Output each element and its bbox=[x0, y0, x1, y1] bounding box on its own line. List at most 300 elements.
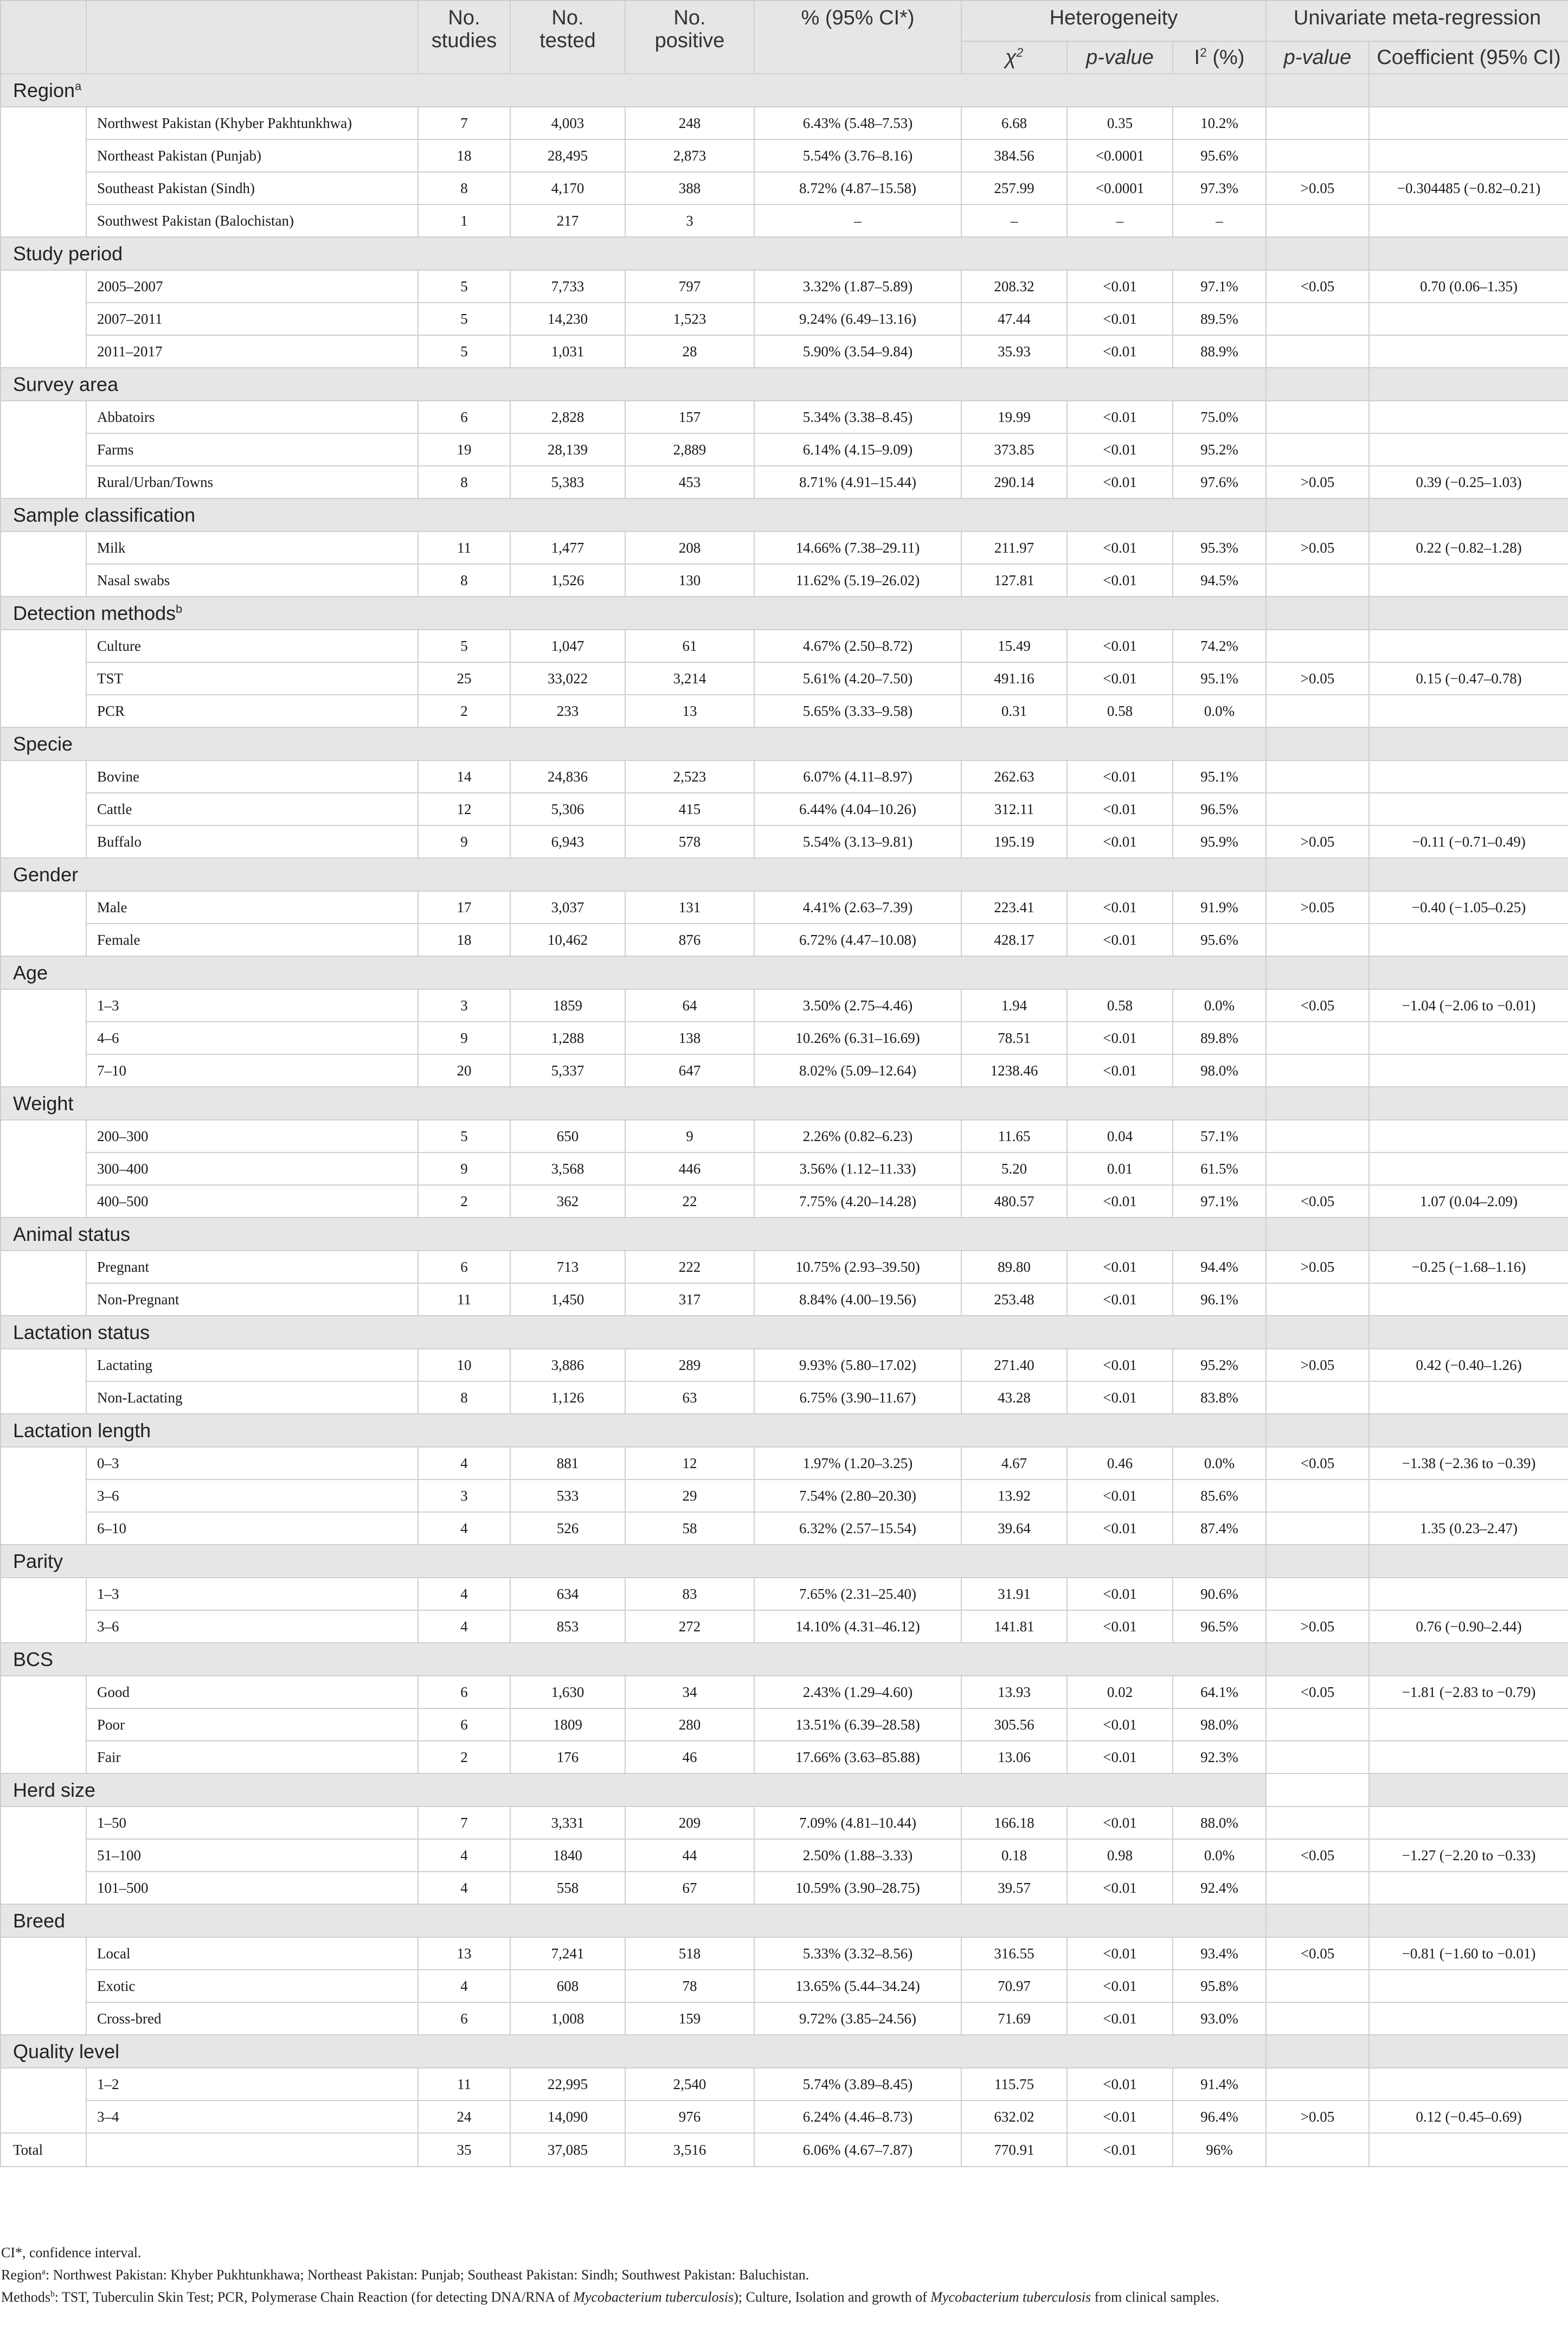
cell-no-tested: 853 bbox=[510, 1610, 625, 1643]
cell-mr-p-value: <0.05 bbox=[1266, 1185, 1369, 1218]
cell-i2: 88.9% bbox=[1173, 335, 1266, 368]
section-header-fill bbox=[1266, 1545, 1369, 1578]
row-label: Northeast Pakistan (Punjab) bbox=[86, 139, 418, 172]
section-title-text: Age bbox=[13, 961, 48, 984]
cell-het-p-value: <0.01 bbox=[1067, 1251, 1173, 1283]
section-header-fill bbox=[1266, 956, 1369, 989]
cell-no-tested: 28,139 bbox=[510, 433, 625, 466]
cell-no-studies: 4 bbox=[418, 1970, 510, 2002]
cell-pct-ci: 9.72% (3.85–24.56) bbox=[754, 2002, 961, 2035]
cell-chi2: 211.97 bbox=[961, 531, 1067, 564]
cell-coefficient: −1.04 (−2.06 to −0.01) bbox=[1369, 989, 1568, 1022]
section-header-fill bbox=[1266, 1414, 1369, 1447]
row-label: 51–100 bbox=[86, 1839, 418, 1872]
cell-chi2: 13.06 bbox=[961, 1741, 1067, 1773]
cell-mr-p-value bbox=[1266, 1708, 1369, 1741]
cell-chi2: 384.56 bbox=[961, 139, 1067, 172]
cell-no-studies: 9 bbox=[418, 1022, 510, 1054]
cell-no-positive: 157 bbox=[625, 401, 754, 433]
cell-het-p-value: <0.01 bbox=[1067, 1185, 1173, 1218]
table-row bbox=[1, 335, 1568, 368]
section-indent-cell bbox=[1, 531, 86, 597]
cell-het-p-value: <0.01 bbox=[1067, 793, 1173, 825]
cell-coefficient bbox=[1369, 1970, 1568, 2002]
cell-no-studies: 1 bbox=[418, 204, 510, 237]
cell-het-p-value: <0.01 bbox=[1067, 891, 1173, 924]
cell-pct-ci: 6.07% (4.11–8.97) bbox=[754, 760, 961, 793]
cell-mr-p-value bbox=[1266, 695, 1369, 727]
cell-no-studies: 18 bbox=[418, 924, 510, 956]
cell-pct-ci: 13.65% (5.44–34.24) bbox=[754, 1970, 961, 2002]
section-header-row bbox=[1, 1643, 1568, 1676]
cell-no-studies: 20 bbox=[418, 1054, 510, 1087]
section-indent-cell bbox=[1, 1937, 86, 2035]
footnote-ci: CI*, confidence interval. bbox=[1, 2245, 142, 2260]
cell-no-positive: 64 bbox=[625, 989, 754, 1022]
cell-het-p-value: <0.01 bbox=[1067, 270, 1173, 303]
table-row bbox=[1, 270, 1568, 303]
header-het-p-value: p-value bbox=[1067, 41, 1173, 74]
row-label: 300–400 bbox=[86, 1152, 418, 1185]
cell-mr-p-value bbox=[1266, 1152, 1369, 1185]
section-header-fill bbox=[1369, 498, 1568, 531]
table-row bbox=[1, 924, 1568, 956]
cell-het-p-value: <0.01 bbox=[1067, 335, 1173, 368]
cell-mr-p-value bbox=[1266, 1741, 1369, 1773]
section-title bbox=[1, 74, 1266, 107]
section-header-fill bbox=[1369, 956, 1568, 989]
cell-het-p-value: <0.01 bbox=[1067, 564, 1173, 597]
cell-i2: 61.5% bbox=[1173, 1152, 1266, 1185]
cell-pct-ci: 6.32% (2.57–15.54) bbox=[754, 1512, 961, 1545]
section-header-fill bbox=[1369, 1643, 1568, 1676]
section-header-fill bbox=[1369, 1414, 1568, 1447]
section-header-fill bbox=[1369, 1545, 1568, 1578]
section-indent-cell bbox=[1, 891, 86, 956]
cell-mr-p-value: >0.05 bbox=[1266, 2100, 1369, 2133]
header-blank-1 bbox=[1, 1, 86, 74]
table-row bbox=[1, 1807, 1568, 1839]
cell-het-p-value: <0.01 bbox=[1067, 1872, 1173, 1904]
cell-het-p-value: 0.46 bbox=[1067, 1447, 1173, 1479]
cell-i2: 0.0% bbox=[1173, 1839, 1266, 1872]
cell-no-studies: 5 bbox=[418, 335, 510, 368]
cell-het-p-value: 0.02 bbox=[1067, 1676, 1173, 1708]
table-row bbox=[1, 1185, 1568, 1218]
section-indent-cell bbox=[1, 630, 86, 727]
row-label: Non-Pregnant bbox=[86, 1283, 418, 1316]
cell-no-studies: 3 bbox=[418, 989, 510, 1022]
cell-pct-ci: 7.65% (2.31–25.40) bbox=[754, 1578, 961, 1610]
cell-no-studies: 8 bbox=[418, 1381, 510, 1414]
cell-pct-ci: 8.71% (4.91–15.44) bbox=[754, 466, 961, 498]
cell-coefficient: −0.40 (−1.05–0.25) bbox=[1369, 891, 1568, 924]
section-title bbox=[1, 1316, 1266, 1349]
section-header-fill bbox=[1266, 597, 1369, 630]
cell-pct-ci: 10.59% (3.90–28.75) bbox=[754, 1872, 961, 1904]
table-row bbox=[1, 2068, 1568, 2100]
cell-i2: 95.1% bbox=[1173, 662, 1266, 695]
cell-i2: 95.6% bbox=[1173, 924, 1266, 956]
section-title-text: Animal status bbox=[13, 1222, 131, 1245]
cell-coefficient bbox=[1369, 760, 1568, 793]
cell-no-positive: 159 bbox=[625, 2002, 754, 2035]
section-header-fill bbox=[1266, 727, 1369, 760]
cell-pct-ci: 10.75% (2.93–39.50) bbox=[754, 1251, 961, 1283]
cell-coefficient: −1.38 (−2.36 to −0.39) bbox=[1369, 1447, 1568, 1479]
section-title-text: Lactation length bbox=[13, 1419, 151, 1442]
cell-chi2: 166.18 bbox=[961, 1807, 1067, 1839]
table-row bbox=[1, 1512, 1568, 1545]
cell-no-tested: 22,995 bbox=[510, 2068, 625, 2100]
cell-i2: 94.4% bbox=[1173, 1251, 1266, 1283]
cell-chi2: 305.56 bbox=[961, 1708, 1067, 1741]
table-row bbox=[1, 1022, 1568, 1054]
cell-pct-ci: 6.75% (3.90–11.67) bbox=[754, 1381, 961, 1414]
table-row bbox=[1, 1381, 1568, 1414]
cell-pct-ci: 13.51% (6.39–28.58) bbox=[754, 1708, 961, 1741]
section-title bbox=[1, 498, 1266, 531]
cell-chi2: 253.48 bbox=[961, 1283, 1067, 1316]
cell-mr-p-value: <0.05 bbox=[1266, 1839, 1369, 1872]
cell-no-tested: 1,526 bbox=[510, 564, 625, 597]
cell-het-p-value: – bbox=[1067, 204, 1173, 237]
cell-no-positive: 647 bbox=[625, 1054, 754, 1087]
cell-coefficient bbox=[1369, 564, 1568, 597]
cell-no-positive: 446 bbox=[625, 1152, 754, 1185]
cell-mr-p-value bbox=[1266, 303, 1369, 335]
table-row bbox=[1, 107, 1568, 139]
cell-chi2: 35.93 bbox=[961, 335, 1067, 368]
table-row bbox=[1, 1937, 1568, 1970]
cell-i2: 75.0% bbox=[1173, 401, 1266, 433]
table-row bbox=[1, 1872, 1568, 1904]
cell-coefficient bbox=[1369, 2002, 1568, 2035]
cell-i2: 92.3% bbox=[1173, 1741, 1266, 1773]
section-title bbox=[1, 1087, 1266, 1120]
cell-coefficient: −1.81 (−2.83 to −0.79) bbox=[1369, 1676, 1568, 1708]
cell-no-tested: 650 bbox=[510, 1120, 625, 1152]
cell-i2: 91.9% bbox=[1173, 891, 1266, 924]
cell-no-tested: 14,090 bbox=[510, 2100, 625, 2133]
cell-chi2: 262.63 bbox=[961, 760, 1067, 793]
cell-het-p-value: <0.01 bbox=[1067, 433, 1173, 466]
cell-coefficient: 0.76 (−0.90–2.44) bbox=[1369, 1610, 1568, 1643]
section-title-text: Detection methods bbox=[13, 601, 176, 624]
cell-pct-ci: 5.34% (3.38–8.45) bbox=[754, 401, 961, 433]
cell-no-positive: 248 bbox=[625, 107, 754, 139]
cell-no-positive: 222 bbox=[625, 1251, 754, 1283]
cell-no-positive: 34 bbox=[625, 1676, 754, 1708]
section-title bbox=[1, 1904, 1266, 1937]
cell-coefficient bbox=[1369, 204, 1568, 237]
cell-pct-ci: 10.26% (6.31–16.69) bbox=[754, 1022, 961, 1054]
cell-coefficient: 0.15 (−0.47–0.78) bbox=[1369, 662, 1568, 695]
cell-coefficient: 0.39 (−0.25–1.03) bbox=[1369, 466, 1568, 498]
cell-mr-p-value bbox=[1266, 204, 1369, 237]
row-label: Farms bbox=[86, 433, 418, 466]
cell-pct-ci: 3.50% (2.75–4.46) bbox=[754, 989, 961, 1022]
cell-no-studies: 9 bbox=[418, 1152, 510, 1185]
cell-het-p-value: <0.01 bbox=[1067, 2068, 1173, 2100]
section-header-row bbox=[1, 1545, 1568, 1578]
cell-no-studies: 4 bbox=[418, 1512, 510, 1545]
cell-i2: 64.1% bbox=[1173, 1676, 1266, 1708]
cell-no-tested: 362 bbox=[510, 1185, 625, 1218]
cell-no-tested: 24,836 bbox=[510, 760, 625, 793]
header-no-studies: No. studies bbox=[418, 1, 510, 74]
cell-het-p-value: <0.01 bbox=[1067, 1283, 1173, 1316]
cell-i2: 92.4% bbox=[1173, 1872, 1266, 1904]
section-header-fill bbox=[1266, 1643, 1369, 1676]
cell-mr-p-value: >0.05 bbox=[1266, 1610, 1369, 1643]
cell-no-positive: 578 bbox=[625, 825, 754, 858]
cell-chi2: 127.81 bbox=[961, 564, 1067, 597]
cell-chi2: 15.49 bbox=[961, 630, 1067, 662]
section-header-row bbox=[1, 1414, 1568, 1447]
row-label: 1–3 bbox=[86, 1578, 418, 1610]
cell-pct-ci: 6.06% (4.67–7.87) bbox=[754, 2133, 961, 2167]
cell-chi2: 257.99 bbox=[961, 172, 1067, 204]
cell-coefficient bbox=[1369, 1578, 1568, 1610]
cell-no-studies: 6 bbox=[418, 2002, 510, 2035]
cell-pct-ci: 5.54% (3.76–8.16) bbox=[754, 139, 961, 172]
row-label: Local bbox=[86, 1937, 418, 1970]
cell-mr-p-value bbox=[1266, 1381, 1369, 1414]
row-label: Cattle bbox=[86, 793, 418, 825]
cell-het-p-value: <0.01 bbox=[1067, 1349, 1173, 1381]
cell-pct-ci: 3.56% (1.12–11.33) bbox=[754, 1152, 961, 1185]
row-label: 101–500 bbox=[86, 1872, 418, 1904]
cell-chi2: 141.81 bbox=[961, 1610, 1067, 1643]
cell-chi2: 47.44 bbox=[961, 303, 1067, 335]
cell-pct-ci: 6.24% (4.46–8.73) bbox=[754, 2100, 961, 2133]
cell-chi2: 43.28 bbox=[961, 1381, 1067, 1414]
cell-chi2: 11.65 bbox=[961, 1120, 1067, 1152]
section-title-text: Quality level bbox=[13, 2040, 120, 2063]
cell-i2: 89.8% bbox=[1173, 1022, 1266, 1054]
table-header bbox=[1, 1, 1568, 74]
cell-pct-ci: 5.74% (3.89–8.45) bbox=[754, 2068, 961, 2100]
cell-no-tested: 7,733 bbox=[510, 270, 625, 303]
cell-het-p-value: <0.01 bbox=[1067, 630, 1173, 662]
cell-pct-ci: 5.90% (3.54–9.84) bbox=[754, 335, 961, 368]
cell-no-positive: 61 bbox=[625, 630, 754, 662]
row-label: 4–6 bbox=[86, 1022, 418, 1054]
cell-chi2: 373.85 bbox=[961, 433, 1067, 466]
cell-chi2: 428.17 bbox=[961, 924, 1067, 956]
cell-chi2: – bbox=[961, 204, 1067, 237]
section-header-fill bbox=[1369, 2035, 1568, 2068]
cell-no-positive: 130 bbox=[625, 564, 754, 597]
cell-het-p-value: <0.01 bbox=[1067, 2133, 1173, 2167]
table-row bbox=[1, 1054, 1568, 1087]
row-label: Fair bbox=[86, 1741, 418, 1773]
cell-no-positive: 208 bbox=[625, 531, 754, 564]
cell-no-positive: 388 bbox=[625, 172, 754, 204]
section-title bbox=[1, 1545, 1266, 1578]
header-no-tested: No. tested bbox=[510, 1, 625, 74]
cell-no-tested: 1,288 bbox=[510, 1022, 625, 1054]
cell-mr-p-value bbox=[1266, 1022, 1369, 1054]
cell-no-positive: 29 bbox=[625, 1479, 754, 1512]
cell-coefficient bbox=[1369, 695, 1568, 727]
cell-het-p-value: <0.01 bbox=[1067, 1054, 1173, 1087]
cell-coefficient bbox=[1369, 1708, 1568, 1741]
cell-i2: 96.5% bbox=[1173, 1610, 1266, 1643]
section-indent-cell bbox=[1, 760, 86, 858]
table-row bbox=[1, 695, 1568, 727]
cell-no-studies: 4 bbox=[418, 1872, 510, 1904]
cell-het-p-value: 0.04 bbox=[1067, 1120, 1173, 1152]
section-header-fill bbox=[1266, 498, 1369, 531]
cell-i2: 93.0% bbox=[1173, 2002, 1266, 2035]
table-row bbox=[1, 204, 1568, 237]
cell-no-tested: 1859 bbox=[510, 989, 625, 1022]
cell-mr-p-value bbox=[1266, 433, 1369, 466]
cell-i2: 96.1% bbox=[1173, 1283, 1266, 1316]
cell-pct-ci: 2.43% (1.29–4.60) bbox=[754, 1676, 961, 1708]
cell-chi2: 39.57 bbox=[961, 1872, 1067, 1904]
cell-coefficient bbox=[1369, 1022, 1568, 1054]
header-meta-regression: Univariate meta-regression bbox=[1266, 1, 1568, 41]
cell-no-positive: 44 bbox=[625, 1839, 754, 1872]
section-header-row bbox=[1, 727, 1568, 760]
cell-het-p-value: 0.58 bbox=[1067, 989, 1173, 1022]
row-label: 2005–2007 bbox=[86, 270, 418, 303]
cell-no-tested: 28,495 bbox=[510, 139, 625, 172]
section-header-row bbox=[1, 1904, 1568, 1937]
cell-mr-p-value: <0.05 bbox=[1266, 1447, 1369, 1479]
cell-coefficient bbox=[1369, 924, 1568, 956]
row-label: Milk bbox=[86, 531, 418, 564]
cell-no-tested: 4,170 bbox=[510, 172, 625, 204]
cell-coefficient: −0.81 (−1.60 to −0.01) bbox=[1369, 1937, 1568, 1970]
cell-no-positive: 83 bbox=[625, 1578, 754, 1610]
cell-het-p-value: <0.01 bbox=[1067, 1479, 1173, 1512]
cell-no-tested: 1,008 bbox=[510, 2002, 625, 2035]
cell-no-positive: 67 bbox=[625, 1872, 754, 1904]
section-title-text: Parity bbox=[13, 1549, 63, 1572]
row-label: 3–6 bbox=[86, 1479, 418, 1512]
cell-mr-p-value bbox=[1266, 139, 1369, 172]
cell-chi2: 115.75 bbox=[961, 2068, 1067, 2100]
cell-no-positive: 13 bbox=[625, 695, 754, 727]
cell-coefficient bbox=[1369, 433, 1568, 466]
cell-no-studies: 5 bbox=[418, 630, 510, 662]
table-row bbox=[1, 401, 1568, 433]
cell-coefficient bbox=[1369, 1807, 1568, 1839]
cell-mr-p-value bbox=[1266, 760, 1369, 793]
table-row bbox=[1, 1349, 1568, 1381]
cell-chi2: 312.11 bbox=[961, 793, 1067, 825]
cell-pct-ci: 14.66% (7.38–29.11) bbox=[754, 531, 961, 564]
cell-het-p-value: <0.01 bbox=[1067, 1578, 1173, 1610]
cell-pct-ci: 5.61% (4.20–7.50) bbox=[754, 662, 961, 695]
cell-no-studies: 8 bbox=[418, 466, 510, 498]
cell-mr-p-value bbox=[1266, 1807, 1369, 1839]
row-label: 2011–2017 bbox=[86, 335, 418, 368]
cell-no-tested: 10,462 bbox=[510, 924, 625, 956]
row-label: PCR bbox=[86, 695, 418, 727]
row-label: 400–500 bbox=[86, 1185, 418, 1218]
cell-no-studies: 2 bbox=[418, 695, 510, 727]
cell-no-studies: 6 bbox=[418, 1676, 510, 1708]
table-row bbox=[1, 891, 1568, 924]
section-header-row bbox=[1, 237, 1568, 270]
cell-het-p-value: <0.01 bbox=[1067, 1708, 1173, 1741]
cell-chi2: 13.92 bbox=[961, 1479, 1067, 1512]
cell-coefficient bbox=[1369, 1120, 1568, 1152]
section-title-text: Specie bbox=[13, 732, 73, 755]
header-i2: $I^2$ (%) bbox=[1173, 41, 1266, 74]
cell-no-studies: 6 bbox=[418, 401, 510, 433]
table-row bbox=[1, 1447, 1568, 1479]
cell-pct-ci: 6.72% (4.47–10.08) bbox=[754, 924, 961, 956]
cell-no-studies: 8 bbox=[418, 564, 510, 597]
cell-no-studies: 4 bbox=[418, 1578, 510, 1610]
cell-no-tested: 1809 bbox=[510, 1708, 625, 1741]
cell-pct-ci: 7.09% (4.81–10.44) bbox=[754, 1807, 961, 1839]
cell-no-studies: 11 bbox=[418, 531, 510, 564]
cell-mr-p-value bbox=[1266, 335, 1369, 368]
cell-no-positive: 58 bbox=[625, 1512, 754, 1545]
cell-i2: 87.4% bbox=[1173, 1512, 1266, 1545]
section-header-fill bbox=[1369, 727, 1568, 760]
row-label: Northwest Pakistan (Khyber Pakhtunkhwa) bbox=[86, 107, 418, 139]
cell-mr-p-value bbox=[1266, 630, 1369, 662]
cell-het-p-value: 0.01 bbox=[1067, 1152, 1173, 1185]
cell-no-tested: 3,331 bbox=[510, 1807, 625, 1839]
cell-no-tested: 1,477 bbox=[510, 531, 625, 564]
table-row bbox=[1, 1970, 1568, 2002]
cell-mr-p-value: <0.05 bbox=[1266, 1676, 1369, 1708]
cell-coefficient bbox=[1369, 335, 1568, 368]
cell-i2: 95.8% bbox=[1173, 1970, 1266, 2002]
cell-no-studies: 25 bbox=[418, 662, 510, 695]
cell-no-positive: 63 bbox=[625, 1381, 754, 1414]
cell-coefficient: −1.27 (−2.20 to −0.33) bbox=[1369, 1839, 1568, 1872]
cell-no-tested: 37,085 bbox=[510, 2133, 625, 2167]
row-label: Abbatoirs bbox=[86, 401, 418, 433]
cell-pct-ci: 1.97% (1.20–3.25) bbox=[754, 1447, 961, 1479]
section-title-text: Study period bbox=[13, 242, 123, 265]
row-label: Bovine bbox=[86, 760, 418, 793]
row-label: Exotic bbox=[86, 1970, 418, 2002]
cell-no-tested: 3,037 bbox=[510, 891, 625, 924]
table-row bbox=[1, 1479, 1568, 1512]
footnote-region: Region$^a$: Northwest Pakistan: Khyber Pukhtunkhawa; Northeast Pakistan: Punjab; Southeast Pakistan: Sindh; Southwest Pakistan: Baluchistan. bbox=[1, 2267, 809, 2283]
cell-i2: 96.4% bbox=[1173, 2100, 1266, 2133]
cell-no-positive: 9 bbox=[625, 1120, 754, 1152]
cell-het-p-value: <0.01 bbox=[1067, 1610, 1173, 1643]
cell-coefficient bbox=[1369, 1054, 1568, 1087]
table-row bbox=[1, 793, 1568, 825]
cell-pct-ci: 5.65% (3.33–9.58) bbox=[754, 695, 961, 727]
cell-i2: 95.2% bbox=[1173, 433, 1266, 466]
cell-i2: 89.5% bbox=[1173, 303, 1266, 335]
section-title-text: Gender bbox=[13, 863, 79, 886]
cell-i2: 97.1% bbox=[1173, 1185, 1266, 1218]
row-label: 200–300 bbox=[86, 1120, 418, 1152]
section-header-row bbox=[1, 597, 1568, 630]
cell-no-positive: 2,873 bbox=[625, 139, 754, 172]
table-row bbox=[1, 825, 1568, 858]
cell-no-positive: 3 bbox=[625, 204, 754, 237]
cell-no-positive: 317 bbox=[625, 1283, 754, 1316]
section-title bbox=[1, 368, 1266, 401]
cell-i2: 85.6% bbox=[1173, 1479, 1266, 1512]
